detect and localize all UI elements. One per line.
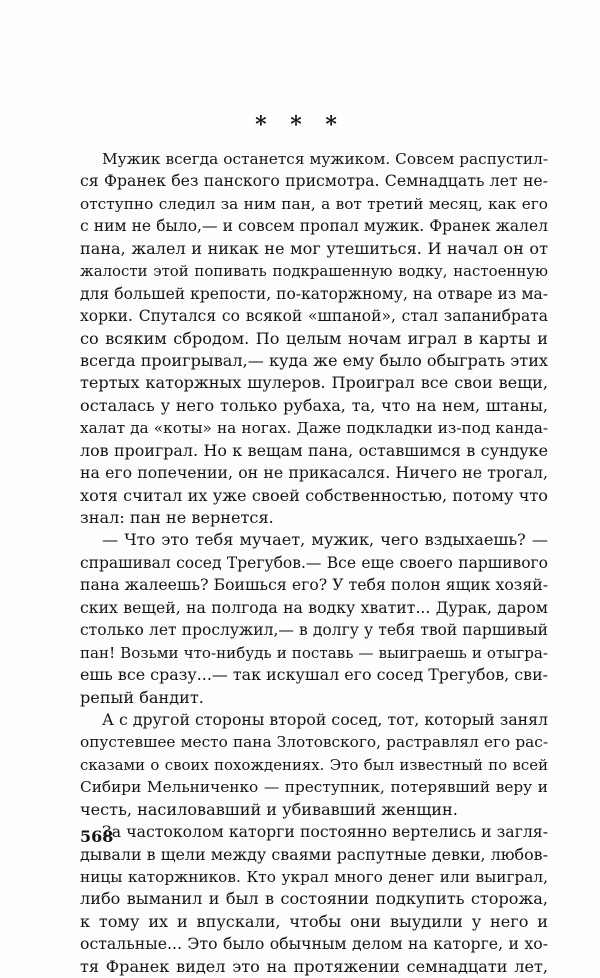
text-line: либо выманил и был в состоянии подкупить сторожа, (80, 889, 548, 909)
text-line: остальные... Это было обычным делом на каторге, и хо- (80, 934, 548, 954)
text-line: всегда проигрывал,— куда же ему было обыграть этих (80, 350, 548, 370)
text-line: честь, насиловавший и убивавший женщин. (80, 799, 458, 819)
text-line: ешь все сразу...— так искушал его сосед Трегубов, сви- (80, 665, 549, 685)
text-line: опустевшее место пана Злотовского, растравлял его рас- (80, 733, 548, 752)
text-line: отступно следил за ним пан, а вот третий месяц, как его (80, 194, 548, 213)
text-line: на его попечении, он не прикасался. Ничего не трогал, (80, 463, 548, 483)
text-line: ся Франек без панского присмотра. Семнадцать лет не- (80, 171, 548, 191)
text-line: с ним не было,— и совсем пропал мужик. Франек жалел (80, 217, 548, 236)
text-line: со всяким сбродом. По целым ночам играл в карты и (80, 328, 548, 348)
section-separator: * * * (255, 112, 345, 138)
text-line: сказами о своих похождениях. Это был известный по всей (80, 755, 548, 774)
text-line: халат да «коты» на ногах. Даже подкладки из-под канда- (80, 419, 548, 438)
text-line: дывали в щели между сваями распутные девки, любов- (80, 844, 548, 864)
text-line: спрашивал сосед Трегубов.— Все еще своего паршивого (80, 553, 548, 572)
text-line: пана, жалел и никак не мог утешиться. И начал он от (80, 238, 548, 258)
text-line: знал: пан не вернется. (80, 508, 274, 527)
text-line: А с другой стороны второй сосед, тот, который занял (102, 709, 548, 729)
text-line: — Что это тебя мучает, мужик, чего вздыхаешь? — (102, 530, 548, 550)
text-line: для большей крепости, по-каторжному, на отваре из ма- (80, 284, 548, 303)
text-line: пан! Возьми что-нибудь и поставь — выиграешь и отыгра- (80, 643, 548, 662)
text-line: жалости этой попивать подкрашенную водку, настоенную (80, 262, 548, 281)
text-line: пана жалеешь? Боишься его? У тебя полон ящик хозяй- (80, 575, 548, 595)
page-number: 568 (80, 827, 114, 846)
text-line: лов проиграл. Но к вещам пана, оставшимся в сундуке (80, 440, 548, 460)
body-text (80, 148, 548, 978)
text-line: Мужик всегда останется мужиком. Совсем распустил- (102, 150, 548, 168)
text-line: тертых каторжных шулеров. Проиграл все свои вещи, (80, 373, 548, 393)
text-line: репый бандит. (80, 687, 204, 707)
text-line: хорки. Спутался со всякой «шпаной», стал запанибрата (80, 307, 548, 326)
text-line: Сибири Мельниченко — преступник, потерявший веру и (80, 778, 548, 797)
text-line: За частоколом каторги постоянно вертелись и загля- (102, 822, 548, 842)
text-line: хотя считал их уже своей собственностью, потому что (80, 485, 548, 505)
text-line: к тому их и впускали, чтобы они выудили у него и (80, 911, 548, 931)
text-line: тя Франек видел это на протяжении семнадцати лет, (80, 956, 548, 976)
text-line: ницы каторжников. Кто украл много денег или выиграл, (80, 868, 548, 886)
text-line: осталась у него только рубаха, та, что на нем, штаны, (80, 395, 548, 415)
text-line: ских вещей, на полгода на водку хватит... Дурак, даром (80, 597, 548, 617)
text-line: столько лет прослужил,— в долгу у тебя твой паршивый (80, 621, 548, 640)
